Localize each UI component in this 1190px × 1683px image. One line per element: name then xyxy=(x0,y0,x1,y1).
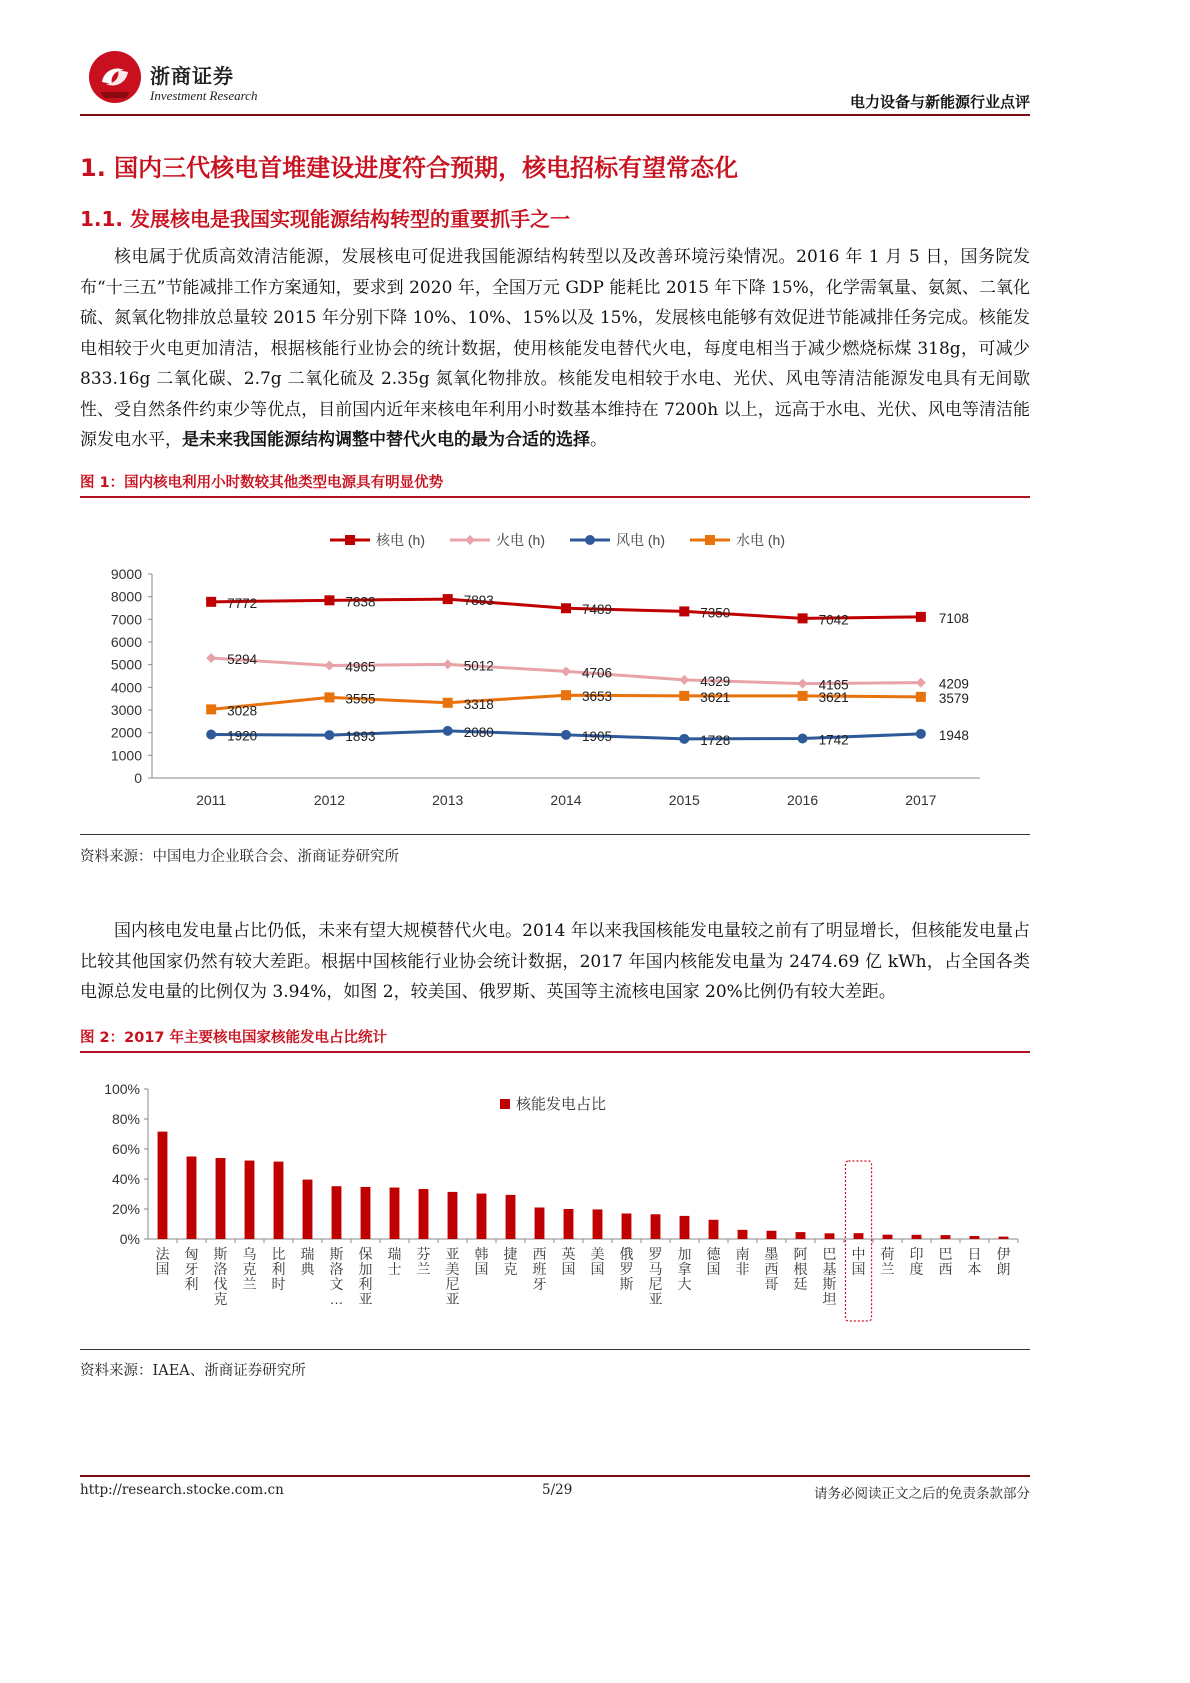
data-label: 1920 xyxy=(227,728,258,744)
x-tick-label: 加拿大 xyxy=(677,1246,692,1292)
data-label: 5294 xyxy=(227,652,258,668)
legend-marker-0 xyxy=(345,535,355,545)
x-tick-label: 法国 xyxy=(155,1246,170,1277)
highlight-box xyxy=(845,1161,871,1321)
bar xyxy=(825,1233,835,1239)
y-tick-label: 6000 xyxy=(110,634,142,650)
bar xyxy=(767,1231,777,1239)
data-label: 7108 xyxy=(938,610,969,626)
x-tick-label: 俄罗斯 xyxy=(619,1246,634,1292)
x-tick-label: 2016 xyxy=(786,792,819,808)
y-tick-label: 8000 xyxy=(110,588,142,605)
data-point xyxy=(798,734,808,744)
x-tick-label: 斯洛伐克 xyxy=(213,1246,228,1307)
data-point xyxy=(916,612,926,622)
figure-2-source: 资料来源：IAEA、浙商证券研究所 xyxy=(80,1363,306,1379)
data-label: 1948 xyxy=(938,727,969,743)
data-label: 3621 xyxy=(700,689,731,705)
x-tick-label: 荷兰 xyxy=(880,1246,895,1277)
legend-label-1: 火电 (h) xyxy=(496,532,545,548)
data-label: 5012 xyxy=(463,658,494,674)
bar xyxy=(477,1194,487,1239)
data-point xyxy=(916,678,926,688)
data-label: 1893 xyxy=(345,729,376,745)
header-rule xyxy=(80,114,1030,116)
x-tick-label: 伊朗 xyxy=(996,1246,1011,1277)
data-point xyxy=(324,730,334,740)
legend-marker-1 xyxy=(465,535,475,545)
data-label: 2080 xyxy=(463,724,494,740)
x-tick-label: 2012 xyxy=(313,792,346,808)
bar xyxy=(680,1216,690,1239)
legend-label: 核能发电占比 xyxy=(516,1096,607,1113)
y-tick-label: 40% xyxy=(111,1171,140,1187)
data-label: 7838 xyxy=(345,594,376,610)
data-point xyxy=(561,730,571,740)
data-label: 4329 xyxy=(700,673,731,689)
figure-1-bottom-rule xyxy=(80,834,1030,835)
data-label: 4209 xyxy=(938,676,969,692)
y-tick-label: 80% xyxy=(111,1111,140,1127)
data-label: 3555 xyxy=(345,691,376,707)
bar xyxy=(274,1162,284,1239)
legend-label-2: 风电 (h) xyxy=(616,532,665,548)
data-label: 4706 xyxy=(582,665,613,681)
data-point xyxy=(679,606,689,616)
bar xyxy=(216,1158,226,1239)
x-tick-label: 2014 xyxy=(550,792,582,808)
data-point xyxy=(443,594,453,604)
data-point xyxy=(679,691,689,701)
data-point xyxy=(916,692,926,702)
data-point xyxy=(206,597,216,607)
data-point xyxy=(561,666,571,676)
data-point xyxy=(206,729,216,739)
paragraph-1-end: 。 xyxy=(590,430,607,450)
x-tick-label: 印度 xyxy=(909,1246,924,1277)
bar xyxy=(535,1208,545,1240)
data-point xyxy=(798,679,808,689)
x-tick-label: 墨西哥 xyxy=(764,1246,779,1292)
section-1-title: 1. 国内三代核电首堆建设进度符合预期，核电招标有望常态化 xyxy=(80,154,739,182)
data-point xyxy=(916,729,926,739)
data-label: 7772 xyxy=(227,595,258,611)
data-point xyxy=(679,734,689,744)
data-point xyxy=(324,595,334,605)
bar xyxy=(564,1209,574,1239)
bar xyxy=(883,1235,893,1239)
x-tick-label: 捷克 xyxy=(503,1246,518,1277)
bar xyxy=(854,1233,864,1239)
x-tick-label: 保加利亚 xyxy=(358,1246,373,1307)
bar xyxy=(506,1195,516,1239)
data-label: 1905 xyxy=(582,728,613,744)
x-tick-label: 南非 xyxy=(735,1246,750,1277)
y-tick-label: 3000 xyxy=(110,702,142,718)
bar xyxy=(158,1132,168,1239)
data-label: 3318 xyxy=(463,696,494,712)
data-point xyxy=(679,675,689,685)
figure-1-source: 资料来源：中国电力企业联合会、浙商证券研究所 xyxy=(80,849,399,865)
bar xyxy=(390,1188,400,1239)
data-label: 7893 xyxy=(463,593,494,609)
bar xyxy=(651,1214,661,1239)
x-tick-label: 英国 xyxy=(561,1246,576,1277)
data-label: 4965 xyxy=(345,659,376,675)
x-tick-label: 罗马尼亚 xyxy=(648,1246,663,1307)
x-tick-label: 芬兰 xyxy=(416,1246,431,1277)
legend-marker-3 xyxy=(705,535,715,545)
x-tick-label: 乌克兰 xyxy=(242,1246,257,1292)
bar xyxy=(709,1220,719,1239)
x-tick-label: 2013 xyxy=(432,792,464,808)
x-tick-label: 阿根廷 xyxy=(793,1246,808,1292)
bar xyxy=(593,1209,603,1239)
x-tick-label: 韩国 xyxy=(474,1246,489,1277)
y-tick-label: 0% xyxy=(119,1231,140,1247)
figure-1-top-rule xyxy=(80,496,1030,498)
paragraph-1-bold: 是未来我国能源结构调整中替代火电的最为合适的选择 xyxy=(182,430,590,450)
data-point xyxy=(561,690,571,700)
bar xyxy=(912,1235,922,1239)
figure-2-title: 图 2：2017 年主要核电国家核能发电占比统计 xyxy=(80,1030,388,1046)
data-point xyxy=(798,613,808,623)
data-label: 3028 xyxy=(227,703,258,719)
figure-2-bottom-rule xyxy=(80,1349,1030,1350)
data-point xyxy=(324,660,334,670)
line-chart-utilization-hours xyxy=(80,500,1030,830)
data-point xyxy=(206,653,216,663)
y-tick-label: 9000 xyxy=(110,566,142,582)
data-point xyxy=(798,691,808,701)
data-point xyxy=(443,659,453,669)
data-label: 4165 xyxy=(818,677,849,693)
bar xyxy=(419,1189,429,1239)
logo-mark-icon xyxy=(86,48,144,106)
x-tick-label: 2015 xyxy=(668,792,700,808)
bar xyxy=(970,1236,980,1239)
bar xyxy=(999,1237,1009,1239)
bar xyxy=(941,1235,951,1239)
x-tick-label: 美国 xyxy=(590,1246,605,1277)
page-number: 5/29 xyxy=(542,1482,573,1498)
paragraph-1 xyxy=(80,242,1030,456)
paragraph-2-text: 国内核电发电量占比仍低，未来有望大规模替代火电。2014 年以来我国核能发电量较之前有了明显增长，但核能发电量占比较其他国家仍然有较大差距。根据中国核能行业协会统计数据，2017 年国内核能发电量为 2474.69 亿 kWh，占全国各类电源总发电量的比例仅为 3.94%，如图 2，较美国、俄罗斯、英国等主流核电国家 20%比例仍有较大差距。 xyxy=(80,921,1030,1002)
legend-marker-2 xyxy=(585,535,595,545)
legend-label-0: 核电 (h) xyxy=(376,532,425,548)
footer-url[interactable]: http://research.stocke.com.cn xyxy=(80,1482,284,1498)
y-tick-label: 60% xyxy=(111,1141,140,1157)
x-tick-label: 2017 xyxy=(905,792,937,808)
section-1-1-title: 1.1. 发展核电是我国实现能源结构转型的重要抓手之一 xyxy=(80,207,570,231)
data-label: 7350 xyxy=(700,605,731,621)
x-tick-label: 西班牙 xyxy=(532,1246,547,1292)
bar-chart-nuclear-share xyxy=(80,1055,1030,1345)
y-tick-label: 0 xyxy=(134,770,142,786)
bar xyxy=(361,1187,371,1239)
bar xyxy=(187,1157,197,1240)
legend-swatch xyxy=(500,1099,510,1109)
logo-cn-text: 浙商证券 xyxy=(150,64,234,88)
data-label: 3653 xyxy=(582,689,613,705)
y-tick-label: 2000 xyxy=(110,724,142,741)
x-tick-label: 2011 xyxy=(196,792,227,808)
x-tick-label: 亚美尼亚 xyxy=(445,1246,460,1307)
y-tick-label: 20% xyxy=(111,1201,140,1217)
x-tick-label: 巴基斯坦 xyxy=(822,1246,837,1307)
report-category: 电力设备与新能源行业点评 xyxy=(849,93,1030,111)
figure-1-title: 图 1：国内核电利用小时数较其他类型电源具有明显优势 xyxy=(80,475,444,491)
x-tick-label: 中国 xyxy=(851,1246,866,1277)
legend-label-3: 水电 (h) xyxy=(736,532,785,548)
logo-en-text: Investment Research xyxy=(150,88,258,103)
footer-rule xyxy=(80,1475,1030,1477)
bar xyxy=(303,1180,313,1239)
data-label: 3621 xyxy=(818,689,849,705)
data-point xyxy=(206,704,216,714)
bar xyxy=(738,1230,748,1239)
data-point xyxy=(443,698,453,708)
company-logo xyxy=(86,48,144,106)
x-tick-label: 德国 xyxy=(706,1246,721,1277)
paragraph-2 xyxy=(80,916,1030,1008)
y-tick-label: 5000 xyxy=(110,656,142,673)
y-tick-label: 100% xyxy=(104,1081,140,1097)
bar xyxy=(622,1214,632,1240)
y-tick-label: 4000 xyxy=(110,679,142,696)
data-point xyxy=(561,603,571,613)
x-tick-label: 瑞士 xyxy=(387,1246,402,1277)
y-tick-label: 7000 xyxy=(110,611,142,628)
data-label: 7489 xyxy=(582,602,613,618)
x-tick-label: 瑞典 xyxy=(300,1246,315,1277)
bar xyxy=(332,1186,342,1239)
data-label: 7042 xyxy=(818,612,849,628)
bar xyxy=(245,1161,255,1239)
x-tick-label: 巴西 xyxy=(938,1246,953,1277)
bar xyxy=(796,1232,806,1239)
figure-2-top-rule xyxy=(80,1051,1030,1053)
data-point xyxy=(324,692,334,702)
data-point xyxy=(443,726,453,736)
paragraph-1-text: 核电属于优质高效清洁能源，发展核电可促进我国能源结构转型以及改善环境污染情况。2016 年 1 月 5 日，国务院发布“十三五”节能减排工作方案通知，要求到 2020 年，全国万元 GDP 能耗比 2015 年下降 15%，化学需氧量、氨氮、二氧化硫、氮氧化物排放总量较 2015 年分别下降 10%、10%、15%以及 15%，发展核电能够有效促进节能减排任务完成。核能发电相较于火电更加清洁，根据核能行业协会的统计数据，使用核能发电替代火电，每度电相当于减少燃烧标煤 318g，可减少 833.16g 二氧化碳、2.7g 二氧化硫及 2.35g 氮氧化物排放。核能发电相较于水电、光伏、风电等清洁能源发电具有无间歇性、受自然条件约束少等优点，目前国内近年来核电年利用小时数基本维持在 7200h 以上，远高于水电、光伏、风电等清洁能源发电水平， xyxy=(80,247,1030,450)
y-tick-label: 1000 xyxy=(110,747,142,764)
x-tick-label: 比利时 xyxy=(271,1246,286,1292)
data-label: 1728 xyxy=(700,732,731,748)
data-label: 3579 xyxy=(938,690,969,706)
x-tick-label: 日本 xyxy=(967,1246,982,1277)
x-tick-label: 匈牙利 xyxy=(184,1246,199,1292)
x-tick-label: 斯洛文… xyxy=(329,1246,344,1307)
footer-disclaimer: 请务必阅读正文之后的免责条款部分 xyxy=(814,1486,1030,1502)
bar xyxy=(448,1192,458,1239)
data-label: 1742 xyxy=(818,732,849,748)
